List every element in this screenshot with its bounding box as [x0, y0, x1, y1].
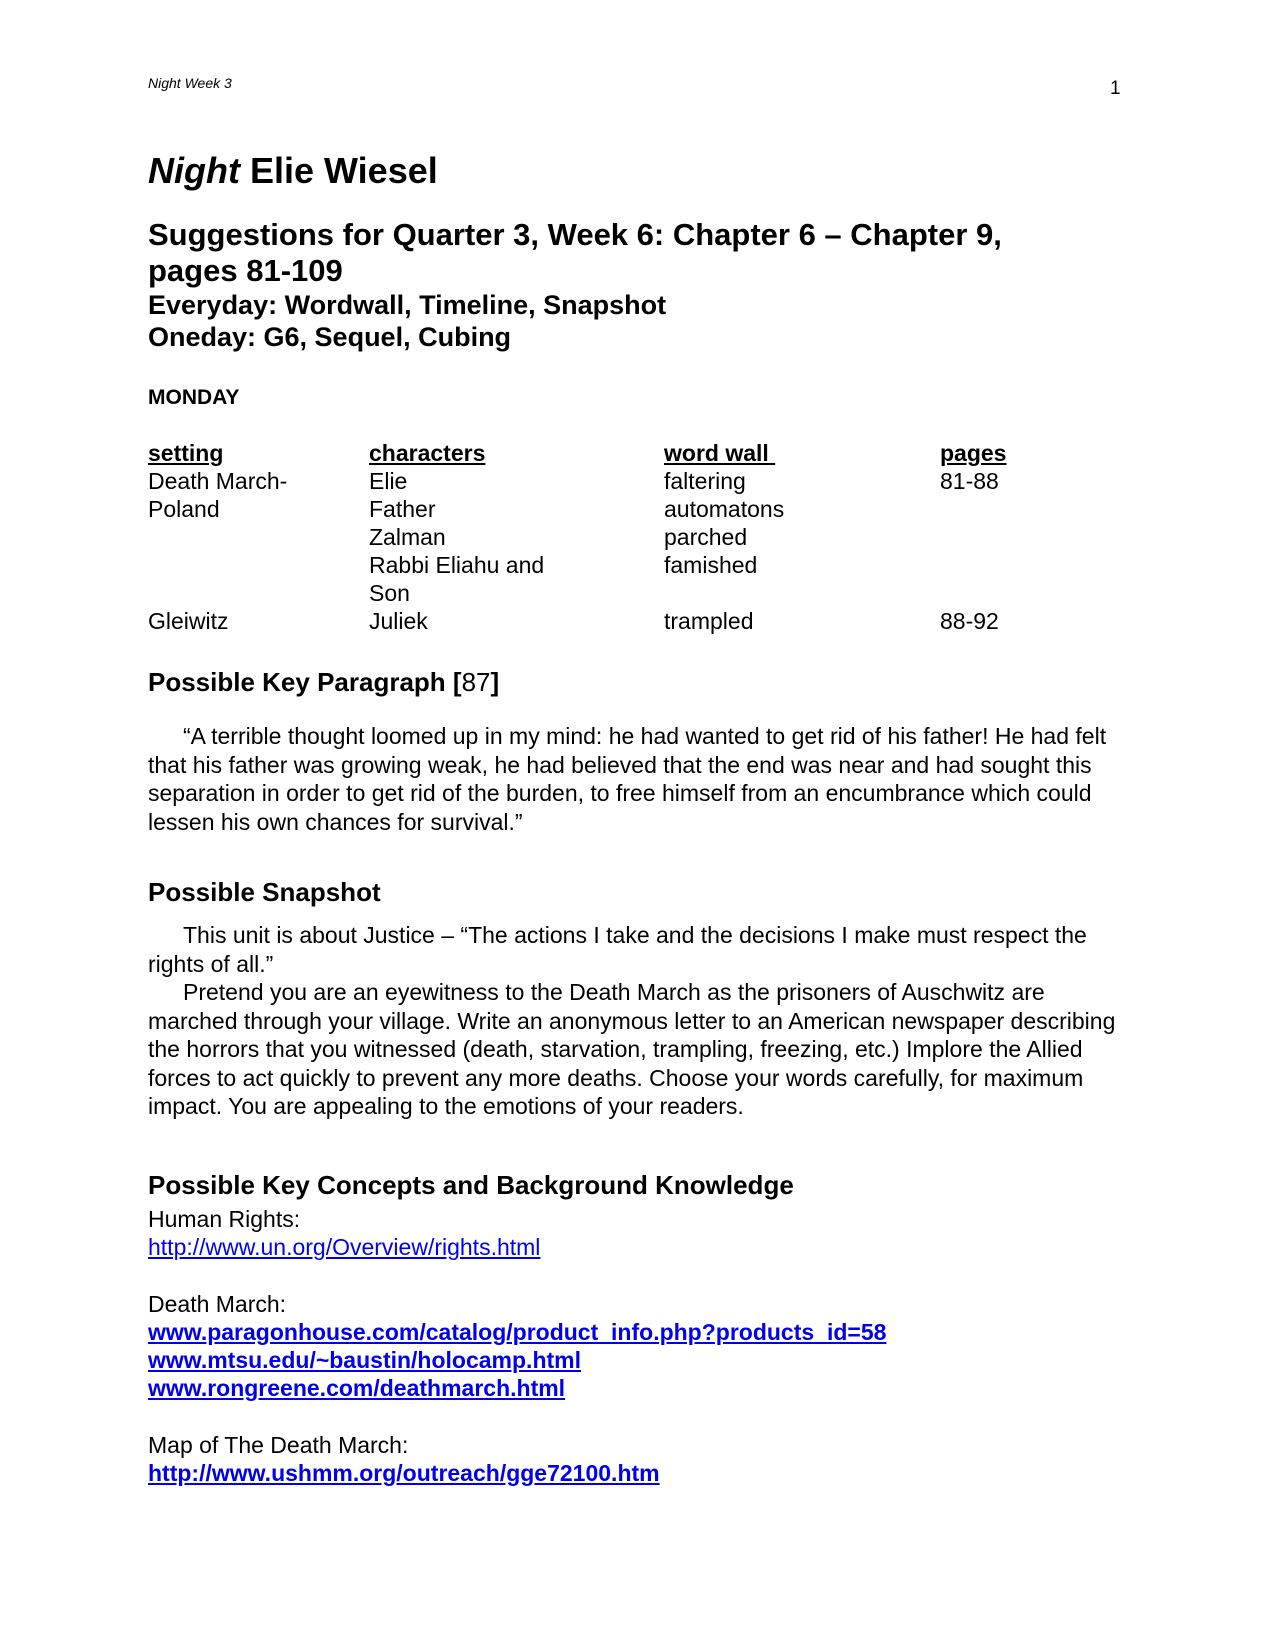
death-march-link[interactable]: www.mtsu.edu/~baustin/holocamp.html [148, 1347, 581, 1373]
snapshot-paragraph-1: This unit is about Justice – “The actions I take and the decisions I make must respect the rights of all.” [148, 922, 1087, 977]
col-header-word-wall: word wall [664, 440, 776, 466]
table-cell-word: parched [664, 524, 748, 550]
table-cell-setting: Gleiwitz [148, 608, 229, 634]
key-paragraph-text: “A terrible thought loomed up in my mind: he had wanted to get rid of his father! He had felt that his father was growing weak, he had believed that the end was near and had sought this separation in order to get rid of the burden, to free himself from an encumbrance which could lessen his own chances for survival.” [148, 723, 1107, 835]
col-header-characters: characters [369, 440, 486, 466]
col-header-setting: setting [148, 440, 224, 466]
human-rights-link[interactable]: http://www.un.org/Overview/rights.html [148, 1234, 541, 1260]
key-paragraph-page-ref: 87 [461, 667, 491, 697]
key-paragraph-heading-text: Possible Key Paragraph [ [148, 667, 462, 697]
table-cell-setting: Poland [148, 496, 220, 522]
key-paragraph-heading [148, 667, 499, 698]
table-cell-word: automatons [664, 496, 785, 522]
table-cell-pages: 81-88 [940, 468, 999, 494]
table-cell-word: faltering [664, 468, 746, 494]
table-cell-word: famished [664, 552, 758, 578]
subtitle-line-2: pages 81-109 [148, 253, 343, 288]
key-paragraph-heading-end: ] [490, 667, 500, 697]
concepts-heading: Possible Key Concepts and Background Knowledge [148, 1170, 794, 1200]
snapshot-body [148, 921, 1128, 1121]
table-cell-character: Juliek [369, 608, 428, 634]
table-cell-character: Zalman [369, 524, 446, 550]
page-number: 1 [1110, 78, 1121, 99]
col-header-pages: pages [940, 440, 1007, 466]
table-cell-character: Rabbi Eliahu and [369, 552, 545, 578]
day-heading: MONDAY [148, 386, 240, 409]
table-cell-character: Son [369, 580, 410, 606]
document-title [148, 150, 438, 192]
human-rights-label: Human Rights: [148, 1206, 301, 1232]
title-author: Elie Wiesel [239, 150, 438, 191]
running-header: Night Week 3 [148, 75, 232, 91]
oneday-line: Oneday: G6, Sequel, Cubing [148, 322, 512, 352]
map-label: Map of The Death March: [148, 1432, 409, 1458]
map-link[interactable]: http://www.ushmm.org/outreach/gge72100.htm [148, 1460, 660, 1486]
snapshot-heading: Possible Snapshot [148, 877, 381, 907]
death-march-link[interactable]: www.paragonhouse.com/catalog/product_info.php?products_id=58 [148, 1319, 887, 1345]
subtitle-line-1: Suggestions for Quarter 3, Week 6: Chapter 6 – Chapter 9, [148, 217, 1002, 252]
table-cell-character: Elie [369, 468, 408, 494]
table-cell-character: Father [369, 496, 436, 522]
key-paragraph-quote [148, 722, 1128, 836]
snapshot-paragraph-2: Pretend you are an eyewitness to the Death March as the prisoners of Auschwitz are marched through your village. Write an anonymous letter to an American newspaper describing the horrors that you witnessed (death, starvation, trampling, freezing, etc.) Implore the Allied forces to act quickly to prevent any more deaths. Choose your words carefully, for maximum impact. You are appealing to the emotions of your readers. [148, 979, 1116, 1119]
death-march-link[interactable]: www.rongreene.com/deathmarch.html [148, 1375, 566, 1401]
title-book-name: Night [148, 150, 240, 191]
everyday-line: Everyday: Wordwall, Timeline, Snapshot [148, 290, 667, 320]
table-cell-setting: Death March- [148, 468, 288, 494]
table-cell-pages: 88-92 [940, 608, 999, 634]
death-march-label: Death March: [148, 1291, 287, 1317]
table-cell-word: trampled [664, 608, 754, 634]
